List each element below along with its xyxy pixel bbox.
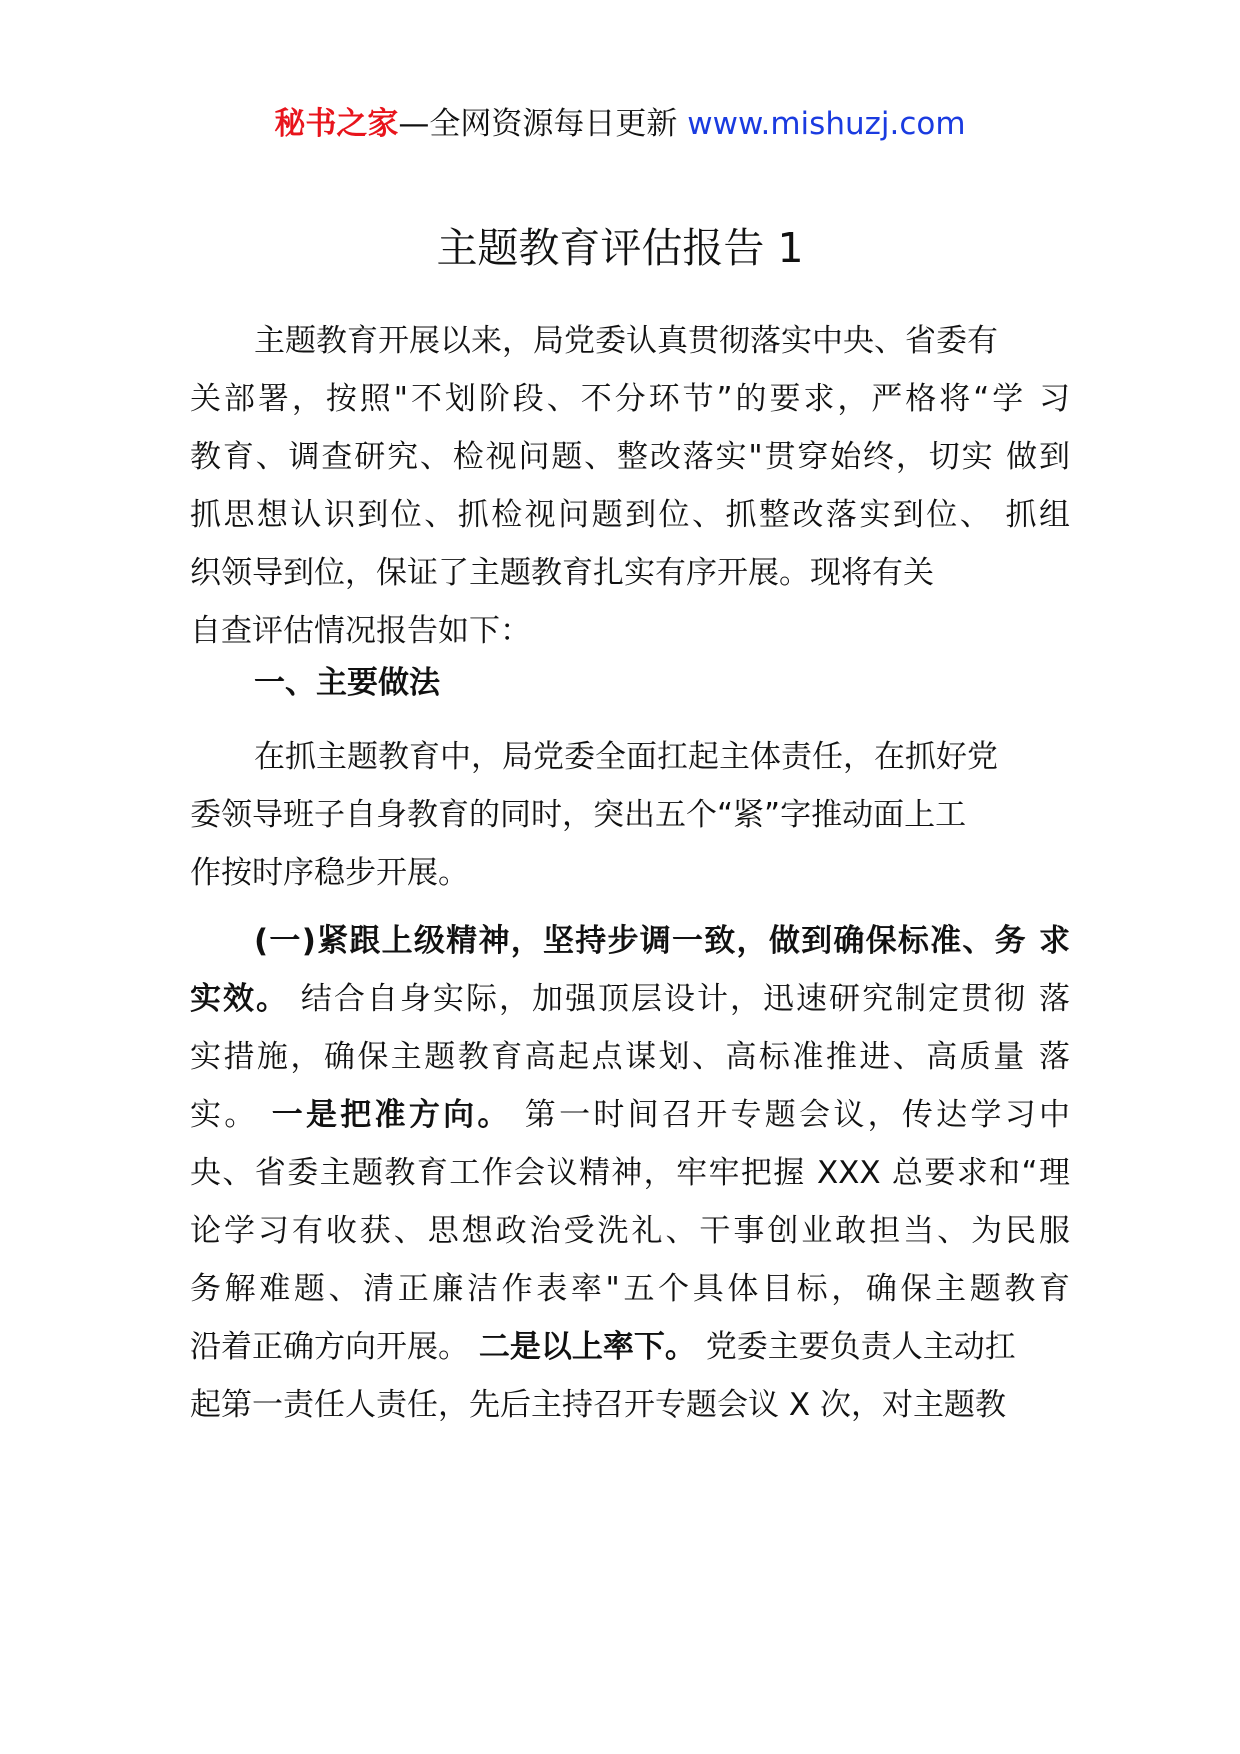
paragraph-line: 作按时序稳步开展。 [190, 855, 469, 891]
paragraph-line: 教育、调查研究、检视问题、整改落实"贯穿始终，切实 做到 [190, 439, 1070, 475]
paragraph-line: 关部署，按照"不划阶段、不分环节”的要求，严格将“学 习 [190, 381, 1070, 417]
paragraph-line: 织领导到位，保证了主题教育扎实有序开展。现将有关 [190, 555, 934, 591]
paragraph-line: 主题教育开展以来，局党委认真贯彻落实中央、省委有 [254, 323, 998, 359]
bold-phrase: 二是以上率下。 [478, 1329, 696, 1365]
brand-name: 秘书之家 [274, 106, 399, 142]
text-run: 第一时间召开专题会议，传达学习中 [511, 1097, 1071, 1133]
paragraph-line [190, 1086, 1070, 1144]
text-run: 党委主要负责人主动扛 [695, 1329, 1016, 1365]
paragraph-line [190, 970, 1070, 1028]
paragraph-line [190, 1318, 1070, 1376]
paragraph-line: 实措施，确保主题教育高起点谋划、高标准推进、高质量 落 [190, 1039, 1070, 1075]
text-run: 结合自身实际，加强顶层设计，迅速研究制定贯彻 落 [289, 981, 1070, 1017]
paragraph-line: 论学习有收获、思想政治受洗礼、干事创业敢担当、为民服 [190, 1213, 1070, 1249]
paragraph-line: 起第一责任人责任，先后主持召开专题会议 X 次，对主题教 [190, 1387, 1006, 1423]
paragraph-line: 务解难题、清正廉洁作表率"五个具体目标，确保主题教育 [190, 1271, 1070, 1307]
paragraph-line: 抓思想认识到位、抓检视问题到位、抓整改落实到位、 抓组 [190, 497, 1070, 533]
paragraph-line: 央、省委主题教育工作会议精神，牢牢把握 XXX 总要求和“理 [190, 1155, 1070, 1191]
text-run: 沿着正确方向开展。 [190, 1329, 479, 1365]
header-tagline: —全网资源每日更新 [398, 106, 688, 142]
text-run: 实。 [190, 1097, 272, 1133]
bold-phrase: 一是把准方向。 [271, 1097, 512, 1133]
section-heading: 一、主要做法 [254, 665, 440, 701]
site-url-link[interactable]: www.mishuzj.com [687, 106, 966, 142]
paragraph-line: 委领导班子自身教育的同时，突出五个“紧”字推动面上工 [190, 797, 967, 833]
document-title: 主题教育评估报告 1 [436, 224, 804, 272]
subsection-heading: (一)紧跟上级精神，坚持步调一致，做到确保标准、务 求 [254, 923, 1070, 959]
bold-phrase: 实效。 [190, 981, 290, 1017]
subsection-1-paragraph [190, 912, 1070, 1434]
section-1 [190, 654, 1070, 712]
intro-paragraph [190, 312, 1070, 660]
site-header [0, 104, 1240, 144]
section-1-paragraph [190, 728, 1070, 902]
paragraph-line: 自查评估情况报告如下： [190, 613, 531, 649]
paragraph-line: 在抓主题教育中，局党委全面扛起主体责任，在抓好党 [254, 739, 998, 775]
